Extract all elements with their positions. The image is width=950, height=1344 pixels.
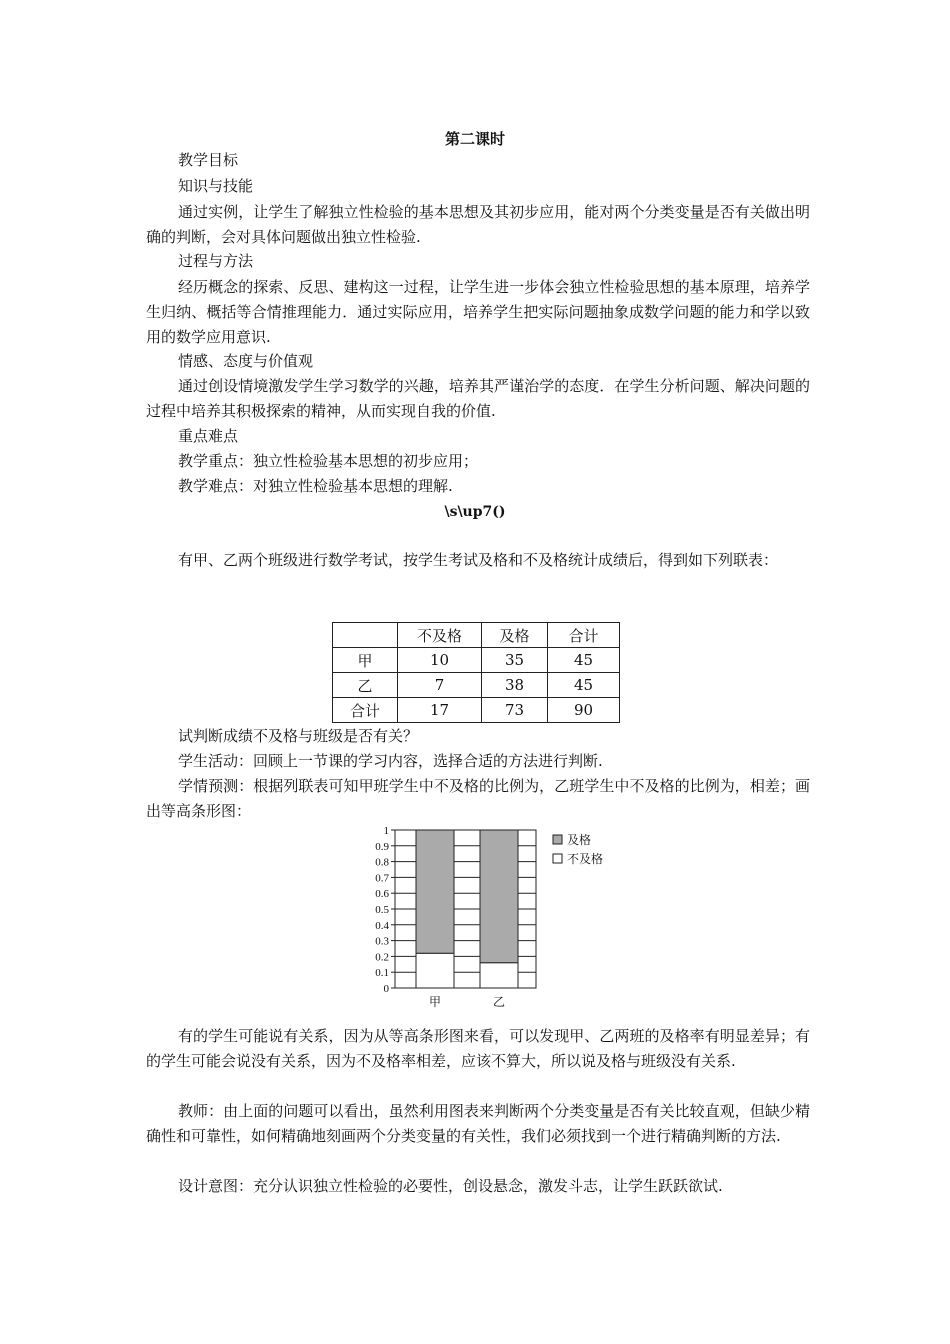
table-header-cell: 合计 — [548, 623, 620, 648]
table-header-cell — [333, 623, 398, 648]
y-tick-label: 0.4 — [375, 919, 389, 932]
bar-segment-fail — [480, 963, 518, 988]
table-cell: 17 — [398, 698, 482, 723]
page-title: 第二课时 — [444, 130, 505, 148]
heading-process-method: 过程与方法 — [178, 252, 254, 270]
legend-swatch — [553, 854, 562, 863]
table-cell: 合计 — [333, 698, 398, 723]
paragraph-knowledge-skills: 通过实例，让学生了解独立性检验的基本思想及其初步应用，能对两个分类变量是否有关做出明确的判断，会对具体问题做出独立性检验. — [146, 203, 810, 246]
table-cell: 45 — [548, 673, 620, 698]
table-cell: 10 — [398, 648, 482, 673]
y-tick-label: 0.8 — [375, 856, 389, 869]
contingency-table — [332, 622, 620, 723]
paragraph-question: 试判断成绩不及格与班级是否有关？ — [178, 727, 419, 745]
paragraph-teaching-difficulty: 教学难点：对独立性检验基本思想的理解. — [178, 477, 453, 495]
field-code-text: \s\up7() — [444, 504, 506, 520]
y-tick-label: 0.2 — [375, 951, 389, 964]
heading-emotion-values: 情感、态度与价值观 — [178, 352, 314, 370]
paragraph-prediction: 学情预测：根据列联表可知甲班学生中不及格的比例为，乙班学生中不及格的比例为，相差；画出等高条形图： — [146, 777, 810, 820]
table-header-cell: 不及格 — [398, 623, 482, 648]
x-category-label: 甲 — [428, 995, 442, 1009]
bar-segment-fail — [416, 953, 454, 988]
table-header-cell: 及格 — [482, 623, 548, 648]
table-cell: 甲 — [333, 648, 398, 673]
table-header-row — [333, 623, 620, 648]
paragraph-problem-intro: 有甲、乙两个班级进行数学考试，按学生考试及格和不及格统计成绩后，得到如下列联表： — [178, 551, 779, 569]
heading-knowledge-skills: 知识与技能 — [178, 177, 254, 195]
table-cell: 73 — [482, 698, 548, 723]
legend-swatch — [553, 835, 562, 844]
y-tick-label: 1 — [383, 825, 389, 837]
legend-label: 不及格 — [567, 852, 604, 866]
table-cell: 90 — [548, 698, 620, 723]
y-tick-label: 0.1 — [375, 967, 389, 980]
paragraph-student-views: 有的学生可能说有关系，因为从等高条形图来看，可以发现甲、乙两班的及格率有明显差异；有的学生可能会说没有关系，因为不及格率相差，应该不算大，所以说及格与班级没有关系. — [146, 1027, 810, 1070]
y-tick-label: 0.6 — [375, 888, 389, 901]
paragraph-teaching-focus: 教学重点：独立性检验基本思想的初步应用； — [178, 452, 479, 470]
paragraph-process-method: 经历概念的探索、反思、建构这一过程，让学生进一步体会独立性检验思想的基本原理，培养学生归纳、概括等合情推理能力．通过实际应用，培养学生把实际问题抽象成数学问题的能力和学以致用的数学应用意识. — [146, 278, 810, 346]
paragraph-teacher: 教师：由上面的问题可以看出，虽然利用图表来判断两个分类变量是否有关比较直观，但缺少精确性和可靠性，如何精确地刻画两个分类变量的有关性，我们必须找到一个进行精确判断的方法. — [146, 1102, 810, 1145]
y-tick-label: 0.5 — [375, 904, 389, 916]
paragraph-emotion-values: 通过创设情境激发学生学习数学的兴趣，培养其严谨治学的态度．在学生分析问题、解决问题的过程中培养其积极探索的精神，从而实现自我的价值. — [146, 377, 810, 420]
x-category-label: 乙 — [492, 995, 506, 1009]
stacked-bar-chart — [360, 822, 620, 1012]
table-cell: 乙 — [333, 673, 398, 698]
y-tick-label: 0.9 — [375, 840, 389, 853]
paragraph-design-intent: 设计意图：充分认识独立性检验的必要性，创设悬念，激发斗志，让学生跃跃欲试. — [178, 1177, 723, 1195]
legend-label: 及格 — [567, 833, 592, 847]
table-row — [333, 648, 620, 673]
y-tick-label: 0 — [383, 983, 389, 995]
table-cell: 38 — [482, 673, 548, 698]
y-tick-label: 0.7 — [375, 872, 389, 885]
heading-teaching-goals: 教学目标 — [178, 151, 239, 169]
table-row — [333, 698, 620, 723]
bar-segment-pass — [480, 830, 518, 963]
table-cell: 45 — [548, 648, 620, 673]
heading-key-difficulty: 重点难点 — [178, 427, 239, 445]
paragraph-student-activity: 学生活动：回顾上一节课的学习内容，选择合适的方法进行判断. — [178, 752, 603, 770]
table-cell: 35 — [482, 648, 548, 673]
table-row — [333, 673, 620, 698]
y-tick-label: 0.3 — [375, 935, 389, 948]
bar-segment-pass — [416, 830, 454, 953]
table-cell: 7 — [398, 673, 482, 698]
